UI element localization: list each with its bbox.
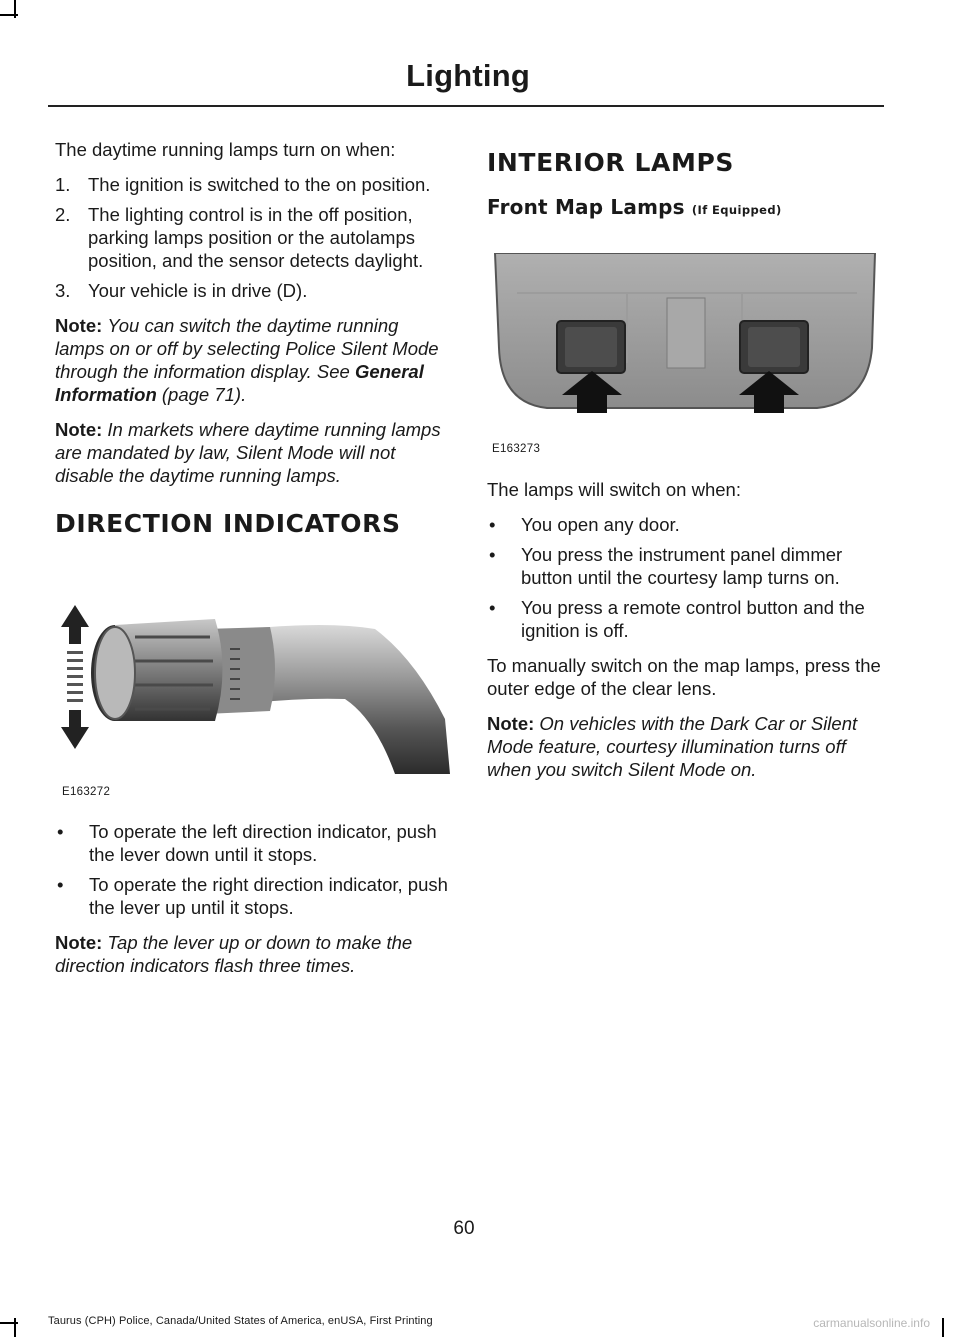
list-number: 1. bbox=[55, 174, 71, 195]
note-label: Note: bbox=[55, 315, 103, 336]
map-lamp-image bbox=[487, 253, 877, 433]
note-label: Note: bbox=[55, 419, 103, 440]
list-text: To operate the right direction indicator, push the lever up until it stops. bbox=[89, 874, 448, 918]
list-number: 3. bbox=[55, 280, 71, 301]
bullet-marker: • bbox=[489, 544, 496, 565]
note-text: In markets where daytime running lamps are mandated by law, Silent Mode will not disable the daytime running lamps. bbox=[55, 419, 441, 486]
crop-mark bbox=[0, 14, 18, 16]
header-rule bbox=[48, 105, 884, 107]
subsection-qualifier: (If Equipped) bbox=[691, 203, 782, 217]
list-item bbox=[487, 513, 882, 536]
map-lamp-illustration bbox=[487, 253, 882, 503]
note-paragraph bbox=[487, 712, 882, 781]
subsection-heading bbox=[487, 194, 882, 223]
section-heading: DIRECTION INDICATORS bbox=[55, 509, 401, 538]
right-column bbox=[487, 138, 882, 793]
page-number: 60 bbox=[453, 1218, 475, 1239]
note-paragraph bbox=[55, 314, 450, 406]
left-column bbox=[55, 138, 450, 989]
note-text: Tap the lever up or down to make the direction indicators flash three times. bbox=[55, 932, 413, 976]
list-item bbox=[487, 596, 882, 642]
crop-mark bbox=[14, 1318, 16, 1337]
body-paragraph: To manually switch on the map lamps, press the outer edge of the clear lens. bbox=[487, 655, 881, 699]
note-text: On vehicles with the Dark Car or Silent Mode feature, courtesy illumination turns off when you switch Silent Mode on. bbox=[487, 713, 858, 780]
bullet-list bbox=[55, 820, 450, 919]
note-paragraph bbox=[55, 931, 450, 977]
watermark: carmanualsonline.info bbox=[813, 1316, 930, 1330]
list-item bbox=[55, 820, 450, 866]
bullet-marker: • bbox=[57, 874, 64, 895]
subsection-title: Front Map Lamps bbox=[487, 195, 685, 219]
lever-illustration bbox=[55, 549, 450, 814]
numbered-list bbox=[55, 173, 450, 302]
note-label: Note: bbox=[487, 713, 535, 734]
figure-code: E163273 bbox=[492, 443, 541, 455]
note-label: Note: bbox=[55, 932, 103, 953]
list-text: The lighting control is in the off position, parking lamps position or the autolamps position, and the sensor detects daylight. bbox=[88, 204, 424, 271]
bullet-marker: • bbox=[57, 821, 64, 842]
list-text: The ignition is switched to the on position. bbox=[88, 174, 431, 195]
crop-mark bbox=[942, 1318, 944, 1337]
intro-text: The lamps will switch on when: bbox=[487, 479, 741, 500]
intro-text: The daytime running lamps turn on when: bbox=[55, 139, 396, 160]
figure-code: E163272 bbox=[62, 786, 111, 798]
list-item bbox=[55, 203, 450, 272]
list-text: To operate the left direction indicator, push the lever down until it stops. bbox=[89, 821, 437, 865]
note-paragraph bbox=[55, 418, 450, 487]
list-text: You press a remote control button and the ignition is off. bbox=[521, 597, 865, 641]
list-item bbox=[55, 173, 450, 196]
turn-signal-lever-image bbox=[55, 549, 450, 774]
list-text: You open any door. bbox=[521, 514, 680, 535]
list-number: 2. bbox=[55, 204, 71, 225]
bullet-marker: • bbox=[489, 514, 496, 535]
bullet-marker: • bbox=[489, 597, 496, 618]
list-item bbox=[55, 279, 450, 302]
list-item bbox=[487, 543, 882, 589]
publication-info: Taurus (CPH) Police, Canada/United States of America, enUSA, First Printing bbox=[48, 1315, 433, 1327]
page-title: Lighting bbox=[406, 58, 530, 93]
list-item bbox=[55, 873, 450, 919]
note-text: You can switch the daytime running lamps on or off by selecting Police Silent Mode through the information display. See bbox=[55, 315, 439, 382]
list-text: You press the instrument panel dimmer button until the courtesy lamp turns on. bbox=[521, 544, 843, 588]
cross-reference-link[interactable]: General Information bbox=[55, 361, 424, 405]
section-heading: INTERIOR LAMPS bbox=[487, 148, 734, 177]
page-reference: (page 71). bbox=[161, 384, 247, 405]
bullet-list bbox=[487, 513, 882, 642]
crop-mark bbox=[0, 1322, 18, 1324]
list-text: Your vehicle is in drive (D). bbox=[88, 280, 308, 301]
